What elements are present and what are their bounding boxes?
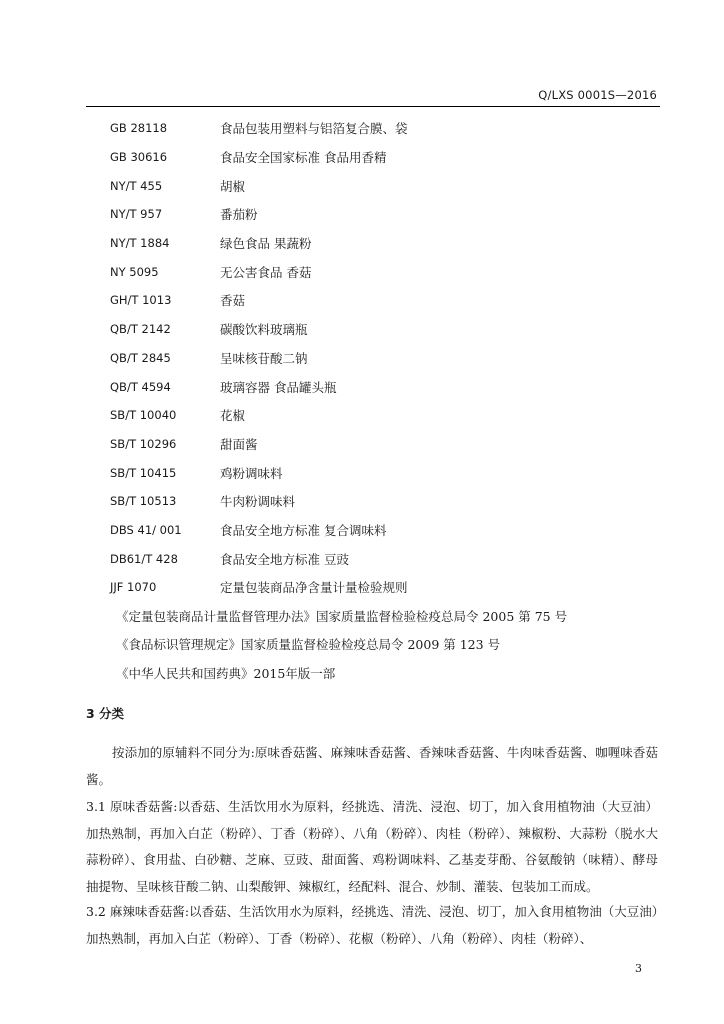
reference-code: SB/T 10040 — [110, 408, 177, 423]
reference-row — [110, 344, 670, 373]
reference-row — [110, 430, 670, 459]
reference-title: 番茄粉 — [220, 207, 258, 223]
reference-title: 无公害食品 香菇 — [220, 264, 312, 280]
reference-row — [110, 286, 670, 315]
reference-title: 牛肉粉调味料 — [220, 494, 296, 510]
reference-code: GB 28118 — [110, 121, 168, 136]
clause-3-2: 3.2 麻辣味香菇酱:以香菇、生活饮用水为原料，经挑选、清洗、浸泡、切丁，加入食用植物油（大豆油）加热熟制，再加入白芷（粉碎）、丁香（粉碎）、花椒（粉碎）、八角（粉碎）、肉桂（粉碎）、 — [86, 904, 658, 946]
reference-code: NY 5095 — [110, 264, 159, 279]
regulation-row: 《中华人民共和国药典》2015年版一部 — [116, 665, 336, 681]
reference-row — [110, 516, 670, 545]
reference-row — [110, 401, 670, 430]
reference-title: 碳酸饮料玻璃瓶 — [220, 322, 308, 338]
reference-row — [110, 114, 670, 143]
page-number: 3 — [635, 962, 642, 975]
reference-title: 绿色食品 果蔬粉 — [220, 236, 312, 252]
reference-title: 食品包装用塑料与铝箔复合膜、袋 — [220, 121, 408, 137]
reference-title: 香菇 — [220, 293, 246, 309]
clause-3-1: 3.1 原味香菇酱:以香菇、生活饮用水为原料，经挑选、清洗、浸泡、切丁，加入食用植物油（大豆油）加热熟制，再加入白芷（粉碎）、丁香（粉碎）、八角（粉碎）、肉桂（粉碎）、辣椒粉、大蒜粉（脱水大蒜粉碎）、食用盐、白砂糖、芝麻、豆豉、甜面酱、鸡粉调味料、乙基麦芽酚、谷氨酸钠（味精）、酵母抽提物、呈味核苷酸二钠、山梨酸钾、辣椒红，经配料、混合、炒制、灌装、包装加工而成。 — [86, 799, 658, 894]
reference-title: 定量包装商品净含量计量检验规则 — [220, 580, 408, 596]
reference-code: GB 30616 — [110, 150, 168, 165]
reference-code: SB/T 10513 — [110, 494, 177, 509]
reference-code: QB/T 2142 — [110, 322, 171, 337]
normative-references-list — [110, 114, 670, 687]
reference-row — [110, 257, 670, 286]
header-rule — [86, 106, 660, 107]
reference-row — [110, 573, 670, 602]
reference-title: 呈味核苷酸二钠 — [220, 350, 308, 366]
reference-row — [110, 200, 670, 229]
reference-title: 甜面酱 — [220, 436, 258, 452]
reference-code: NY/T 455 — [110, 178, 163, 193]
reference-code: SB/T 10296 — [110, 436, 177, 451]
reference-code: DB61/T 428 — [110, 551, 178, 566]
reference-title: 食品安全地方标准 复合调味料 — [220, 522, 387, 538]
reference-title: 食品安全地方标准 豆豉 — [220, 551, 349, 567]
reference-row — [110, 544, 670, 573]
regulation-row: 《食品标识管理规定》国家质量监督检验检疫总局令 2009 第 123 号 — [116, 637, 501, 653]
reference-title: 鸡粉调味料 — [220, 465, 283, 481]
section-heading: 3 分类 — [86, 706, 125, 721]
reference-title: 食品安全国家标准 食品用香精 — [220, 150, 387, 166]
reference-row — [110, 315, 670, 344]
reference-row — [110, 171, 670, 200]
reference-row — [110, 458, 670, 487]
reference-row — [110, 372, 670, 401]
reference-code: SB/T 10415 — [110, 465, 177, 480]
reference-code: NY/T 1884 — [110, 236, 170, 251]
reference-code: NY/T 957 — [110, 207, 163, 222]
reference-title: 花椒 — [220, 408, 246, 424]
reference-code: QB/T 4594 — [110, 379, 171, 394]
reference-row — [110, 229, 670, 258]
reference-row — [110, 143, 670, 172]
reference-row — [110, 487, 670, 516]
document-id: Q/LXS 0001S—2016 — [538, 88, 657, 102]
reference-code: JJF 1070 — [110, 580, 157, 595]
classification-intro: 按添加的原辅料不同分为:原味香菇酱、麻辣味香菇酱、香辣味香菇酱、牛肉味香菇酱、咖喱味香菇酱。 — [86, 745, 658, 787]
reference-code: DBS 41/ 001 — [110, 522, 182, 537]
regulation-row: 《定量包装商品计量监督管理办法》国家质量监督检验检疫总局令 2005 第 75 号 — [116, 608, 568, 624]
reference-code: GH/T 1013 — [110, 293, 172, 308]
reference-title: 玻璃容器 食品罐头瓶 — [220, 379, 337, 395]
reference-code: QB/T 2845 — [110, 350, 171, 365]
reference-title: 胡椒 — [220, 178, 246, 194]
